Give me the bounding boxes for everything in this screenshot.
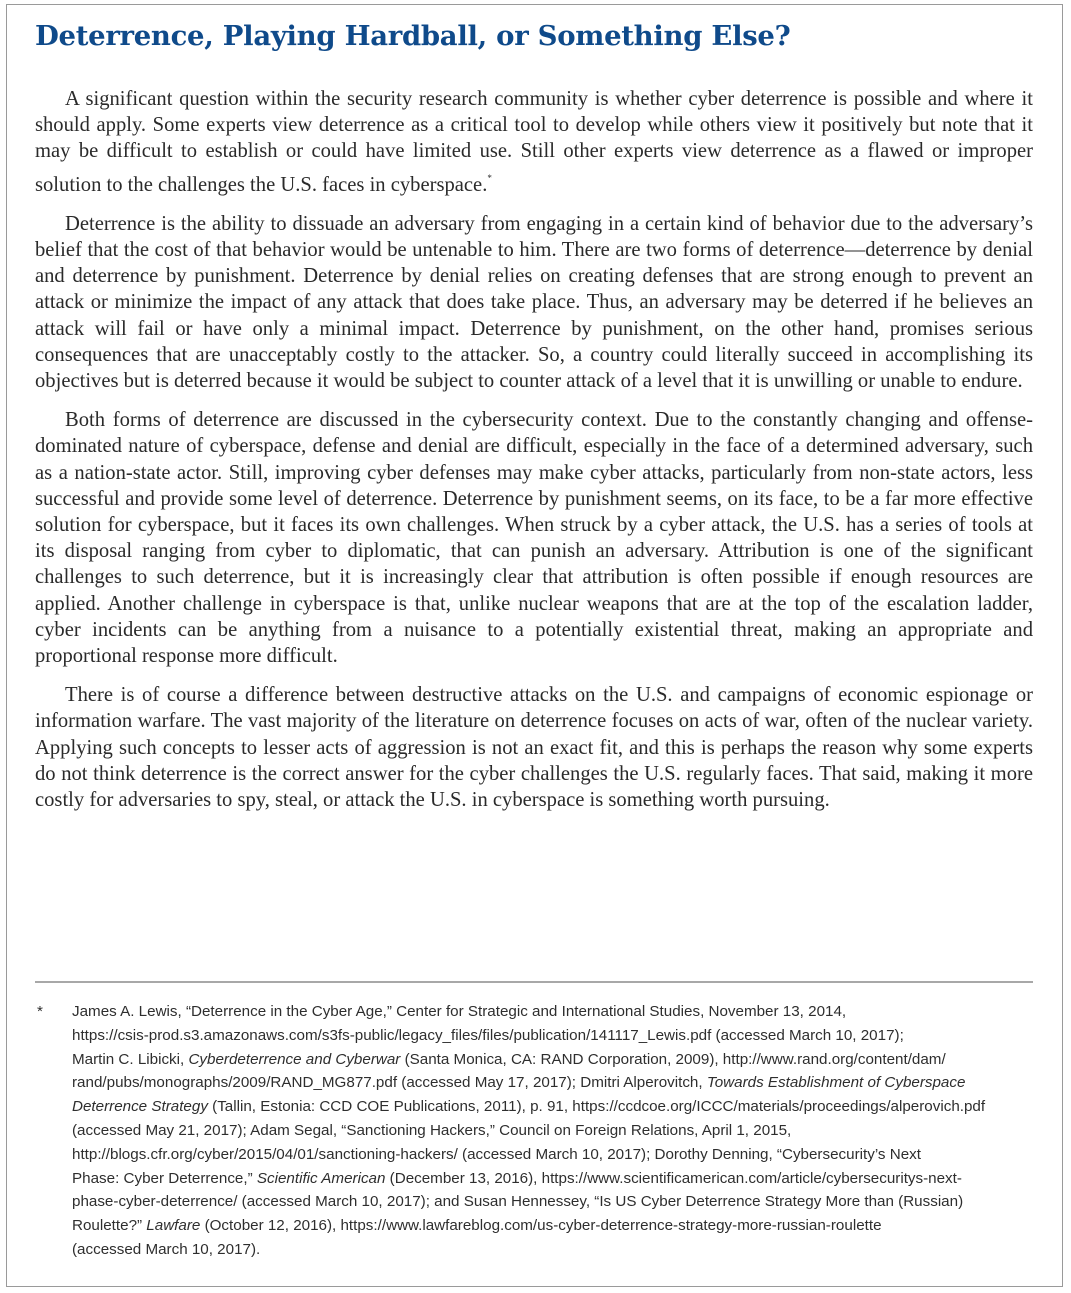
footnote-line [72, 1214, 1033, 1238]
citation-text: https://csis-prod.s3.amazonaws.com/s3fs-public/legacy_files/files/publication/141117_Lewis.pdf (accessed March 10, 2017); [72, 1026, 904, 1044]
footnote-text [72, 1000, 1033, 1262]
footnote-line [72, 1167, 1033, 1191]
citation-text: (accessed March 10, 2017). [72, 1240, 261, 1258]
citation-title: Lawfare [146, 1217, 201, 1235]
citation-text: (Tallin, Estonia: CCD COE Publications, 2011), p. 91, https://ccdcoe.org/ICCC/materials/proceedings/alperovich.pdf [207, 1098, 986, 1116]
citation-text: phase-cyber-deterrence/ (accessed March 10, 2017); and Susan Hennessey, “Is US Cyber Deterrence Strategy More than (Russian) [72, 1193, 964, 1211]
footnote-line [72, 1024, 1033, 1048]
footnote-line [72, 1119, 1033, 1143]
paragraph: A significant question within the security research community is whether cyber deterrence is possible and where it should apply. Some experts view deterrence as a critical tool to develop while others view it positively but note that it may be difficult to establish or could have limited use. Still other experts view deterrence as a flawed or improper solution to the challenges the U.S. faces in cyberspace.* [35, 88, 1033, 196]
footnote-line [72, 1143, 1033, 1167]
citation-text: Roulette?” [72, 1217, 147, 1235]
citation-text: http://blogs.cfr.org/cyber/2015/04/01/sanctioning-hackers/ (accessed March 10, 2017); Dorothy Denning, “Cybersecurity’s Next [72, 1145, 921, 1163]
footnote [35, 1000, 1033, 1262]
citation-text: Phase: Cyber Deterrence,” [72, 1169, 257, 1187]
footnote-line [72, 1048, 1033, 1072]
footnote-line [72, 1095, 1033, 1119]
citation-text: (October 12, 2016), https://www.lawfareblog.com/us-cyber-deterrence-strategy-more-russian-roulette [200, 1217, 882, 1235]
section-title: Deterrence, Playing Hardball, or Something Else? [35, 20, 791, 52]
citation-text: Martin C. Libicki, [72, 1050, 189, 1068]
citation-text: James A. Lewis, “Deterrence in the Cyber Age,” Center for Strategic and International Studies, November 13, 2014, [72, 1003, 847, 1020]
footnote-divider [35, 981, 1033, 983]
footnote-reference[interactable]: * [487, 172, 492, 183]
paragraph: Both forms of deterrence are discussed in the cybersecurity context. Due to the constantly changing and offense-dominated nature of cyberspace, defense and denial are difficult, especially in the face of a determined adversary, such as a nation-state actor. Still, improving cyber defenses may make cyber attacks, particularly from non-state actors, less successful and provide some level of deterrence. Deterrence by punishment seems, on its face, to be a far more effective solution for cyberspace, but it faces its own challenges. When struck by a cyber attack, the U.S. has a series of tools at its disposal ranging from cyber to diplomatic, that can punish an adversary. Attribution is one of the significant challenges to such deterrence, but it is increasingly clear that attribution is often possible if enough resources are applied. Another challenge in cyberspace is that, unlike nuclear weapons that are at the top of the escalation ladder, cyber incidents can be anything from a nuisance to a potentially existential threat, making an appropriate and proportional response more difficult. [35, 409, 1033, 668]
paragraph: Deterrence is the ability to dissuade an adversary from engaging in a certain kind of behavior due to the adversary’s belief that the cost of that behavior would be untenable to him. There are two forms of deterrence—deterrence by denial and deterrence by punishment. Deterrence by denial relies on creating defenses that are strong enough to prevent an attack or minimize the impact of any attack that does take place. Thus, an adversary may be deterred if he believes an attack will fail or have only a minimal impact. Deterrence by punishment, on the other hand, promises serious consequences that are unacceptably costly to the attacker. So, a country could literally succeed in accomplishing its objectives but is deterred because it would be subject to counter attack of a level that it is unwilling or unable to endure. [35, 212, 1033, 393]
citation-title: Deterrence Strategy [72, 1098, 208, 1116]
citation-text: (accessed May 21, 2017); Adam Segal, “Sanctioning Hackers,” Council on Foreign Relations, April 1, 2015, [72, 1121, 792, 1139]
citation-text: rand/pubs/monographs/2009/RAND_MG877.pdf (accessed May 17, 2017); Dmitri Alperovitch, [72, 1074, 707, 1092]
paragraph: There is of course a difference between destructive attacks on the U.S. and campaigns of economic espionage or information warfare. The vast majority of the literature on deterrence focuses on acts of war, often of the nuclear variety. Applying such concepts to lesser acts of aggression is not an exact fit, and this is perhaps the reason why some experts do not think deterrence is the correct answer for the cyber challenges the U.S. regularly faces. That said, making it more costly for adversaries to spy, steal, or attack the U.S. in cyberspace is something worth pursuing. [35, 684, 1033, 812]
footnote-line [72, 1190, 1033, 1214]
footnote-line [72, 1071, 1033, 1095]
citation-title: Towards Establishment of Cyberspace [706, 1074, 966, 1092]
footnote-line [72, 1238, 1033, 1262]
article-body [35, 86, 1033, 826]
footnote-line [72, 1000, 1033, 1024]
citation-text: (December 13, 2016), https://www.scientificamerican.com/article/cybersecuritys-next- [385, 1169, 962, 1187]
citation-title: Cyberdeterrence and Cyberwar [188, 1050, 401, 1068]
footnote-marker: * [37, 1003, 43, 1020]
citation-title: Scientific American [256, 1169, 386, 1187]
citation-text: (Santa Monica, CA: RAND Corporation, 2009), http://www.rand.org/content/dam/ [400, 1050, 946, 1068]
